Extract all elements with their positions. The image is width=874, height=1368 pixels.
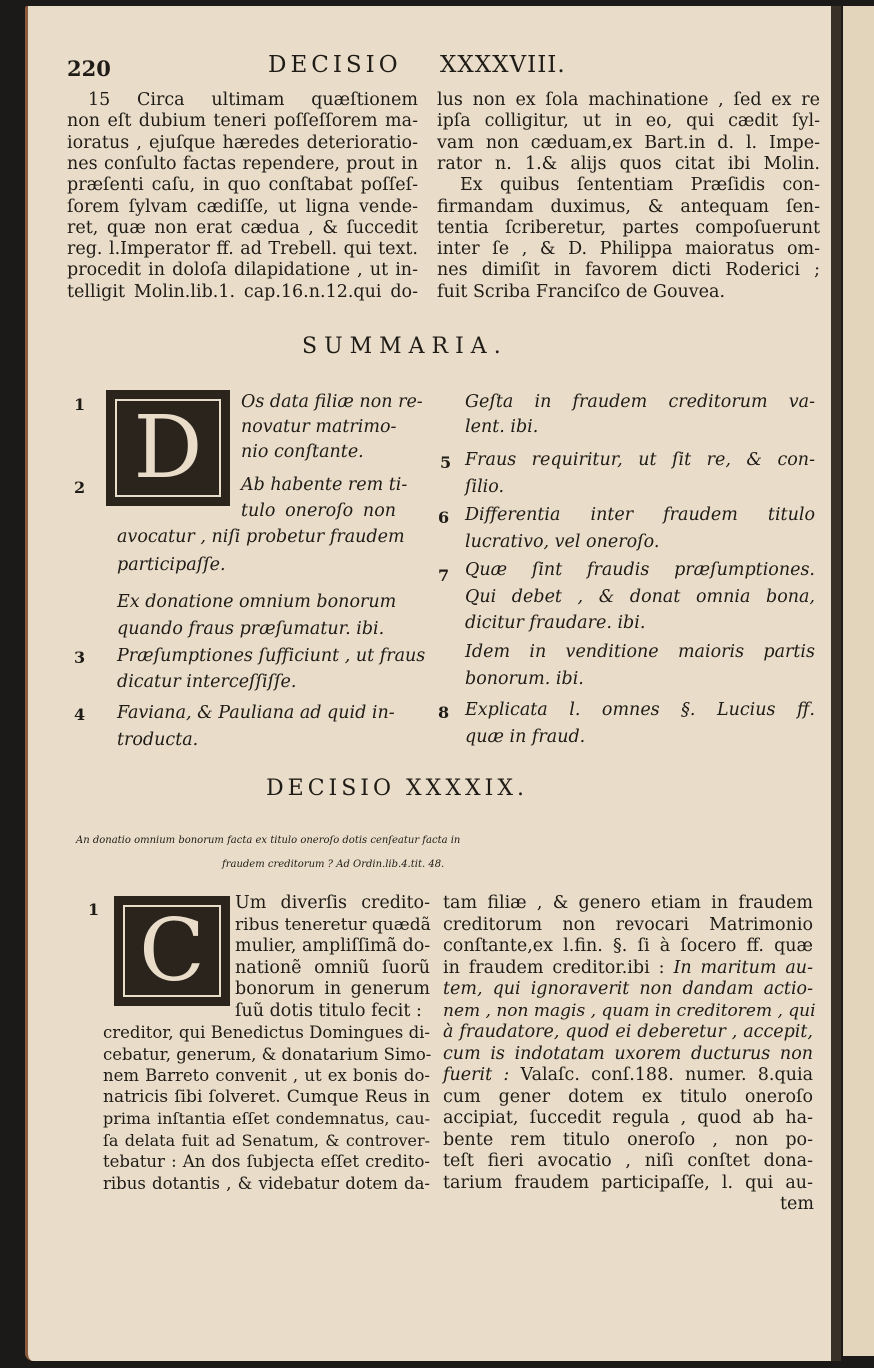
summary-line: Faviana, & Pauliana ad quid in- [117,703,395,723]
text-span: à fraudatore, quod ei deberetur , accepit, [443,1022,813,1042]
summaria-heading: SUMMARIA. [302,334,508,359]
book-gutter [831,6,841,1361]
text-line [443,915,813,936]
question-line: An donatio omnium bonorum facta ex titulo oneroſo dotis cenſeatur facta in [76,835,461,846]
text-line: ribus teneretur quædã [235,914,431,935]
text-span: tem [780,1194,814,1214]
summary-number: 2 [74,478,86,497]
summary-line: Ab habente rem ti- [241,475,408,495]
text-line [443,979,813,1000]
text-line: Um diverſis credito- [235,893,430,913]
text-span: tarium fraudem participaſſe, l. qui au- [443,1172,813,1193]
summary-line: quæ in fraud. [465,727,586,747]
running-title-number: XXXXVIII. [440,52,566,78]
summary-line: Os data filiæ non re- [241,392,423,412]
summary-line: ſilio. [465,477,505,497]
summary-number: 3 [74,648,86,667]
text-line: ipſa colligitur, ut in eo, qui cædit ſyl- [437,111,820,132]
text-span: conſtante,ex l.fin. §. ſi à ſocero ff. quæ [443,936,813,956]
summary-line: bonorum. ibi. [465,669,584,689]
text-line: lus non ex ſola machinatione , ſed ex re [437,90,820,110]
text-span: bente rem titulo oneroſo , non po- [443,1129,813,1150]
text-line: Ex quibus ſententiam Præſidis con- [460,175,820,196]
text-line: tentia ſcriberetur, partes compoſuerunt [437,217,820,238]
text-line [780,1194,814,1215]
summary-line: participaſſe. [117,555,226,575]
text-span: In maritum au- [673,957,813,978]
text-line: creditor, qui Benedictus Domingues di- [103,1023,430,1042]
text-line [443,936,813,957]
text-line: nes dimiſit in favorem dicti Roderici ; [437,260,820,281]
text-span: tam filiæ , & genero etiam in fraudem [443,893,813,913]
summary-line: dicatur interceſſiſſe. [117,672,297,692]
summary-line: Ex donatione omnium bonorum [117,592,397,612]
summary-line: novatur matrimo- [241,417,397,437]
summary-number: 7 [438,566,450,585]
text-line: ſa delata fuit ad Senatum, & controver- [103,1130,430,1150]
text-line [443,1130,813,1151]
summary-line: quando fraus præſumatur. ibi. [117,619,385,639]
facing-page-edge [843,6,874,1356]
summary-number: 4 [74,705,86,724]
text-line: tebatur : An dos ſubjecta eſſet credito- [103,1152,430,1171]
text-line: ſuũ dotis titulo fecit : [235,1000,422,1021]
decorated-initial-d: D [106,390,230,506]
paragraph-number: 1 [88,900,100,919]
summary-number: 1 [74,395,86,414]
text-line [443,1151,813,1172]
text-line: vam non cæduam,ex Bart.in d. l. Impe- [437,132,820,153]
text-line: nes conſulto factas rependere, prout in [67,153,418,174]
page-number: 220 [67,56,111,81]
summary-line: Geſta in fraudem creditorum va- [465,392,815,412]
summary-line: lent. ibi. [465,417,539,437]
text-line: præſenti caſu, in quo conſtabat poſſeſ- [67,175,418,196]
summary-line: Explicata l. omnes §. Lucius ff. [465,700,815,720]
summary-line: Fraus requiritur, ut ſit re, & con- [465,450,815,470]
text-span: tem, qui ignoraverit non dandam actio- [443,979,813,999]
text-line [443,1044,813,1065]
text-span: nem , non magis , quam in creditorem , qui [443,1000,816,1021]
text-line: nationẽ omniũ ſuorũ [235,957,430,978]
summary-line: Præſumptiones ſufficiunt , ut fraus [117,646,426,666]
decisio-heading: DECISIO XXXXIX. [266,776,529,801]
text-line: natricis ſibi ſolveret. Cumque Reus in [103,1086,430,1107]
text-line: rator n. 1.& alijs quos citat ibi Molin. [437,153,820,174]
summary-line: Differentia inter fraudem titulo [465,505,815,525]
summary-line: tulo oneroſo non [241,501,396,521]
summary-line: lucrativo, vel oneroſo. [465,532,660,552]
text-line [443,1022,813,1043]
text-span: cum is indotatam uxorem ducturus non [443,1043,813,1064]
text-line: fuit Scriba Franciſco de Gouvea. [437,281,726,302]
text-line: ret, quæ non erat cædua , & ſuccedit [67,217,418,238]
text-span: fuerit : [443,1065,521,1085]
text-line [443,893,813,914]
text-line: firmandam duximus, & antequam ſen- [437,196,820,217]
summary-line: avocatur , niſi probetur fraudem [117,527,405,547]
text-line: telligit Molin.lib.1. cap.16.n.12.qui do- [67,281,418,302]
summary-line: nio conſtante. [241,442,364,462]
text-line [443,1173,813,1194]
text-span: creditorum non revocari Matrimonio [443,914,813,935]
summary-number: 5 [440,453,452,472]
summary-line: Quæ ſint fraudis præſumptiones. [465,560,815,580]
text-line: cebatur, generum, & donatarium Simo- [103,1044,432,1064]
summary-line: Idem in venditione maioris partis [465,642,815,662]
text-line: prima inſtantia eſſet condemnatus, cau- [103,1109,430,1128]
summary-number: 6 [438,508,450,527]
text-line: 15 Circa ultimam quæſtionem [88,90,418,110]
text-line [443,1087,813,1108]
text-span: in fraudem creditor.ibi : [443,957,674,978]
text-line [443,1065,813,1086]
summary-line: Qui debet , & donat omnia bona, [465,587,815,607]
text-line: non eſt dubium teneri poſſeſſorem ma- [67,111,418,132]
summary-number: 8 [438,703,450,722]
text-line: nem Barreto convenit , ut ex bonis do- [103,1066,430,1085]
text-line [443,958,813,979]
text-line: reg. l.Imperator ff. ad Trebell. qui text. [67,239,418,260]
text-line: inter ſe , & D. Philippa maioratus om- [437,239,820,260]
text-span: Valaſc. conſ.188. numer. 8.quia [520,1065,814,1085]
text-line: ribus dotantis , & videbatur dotem da- [103,1173,430,1193]
running-title: DECISIO [268,52,402,78]
text-span: teſt fieri avocatio , niſi conſtet dona- [443,1151,813,1171]
text-line [443,1108,813,1129]
text-line: bonorum in generum [235,979,430,999]
text-line: ioratus , ejuſque hæredes deterioratio- [67,132,418,153]
text-line: ſorem ſylvam cædiſſe, ut ligna vende- [67,196,418,217]
text-span: accipiat, ſuccedit regula , quod ab ha- [443,1108,813,1128]
decorated-initial-c: C [114,896,230,1006]
question-line: fraudem creditorum ? Ad Ordin.lib.4.tit. 48. [222,859,445,870]
text-line: mulier, ampliſſimã do- [235,936,431,956]
summary-line: dicitur fraudare. ibi. [465,613,646,633]
text-span: cum gener dotem ex titulo oneroſo [443,1086,813,1107]
text-line [443,1000,816,1022]
text-line: procedit in doloſa dilapidatione , ut in- [67,260,418,281]
summary-line: troducta. [117,730,199,750]
